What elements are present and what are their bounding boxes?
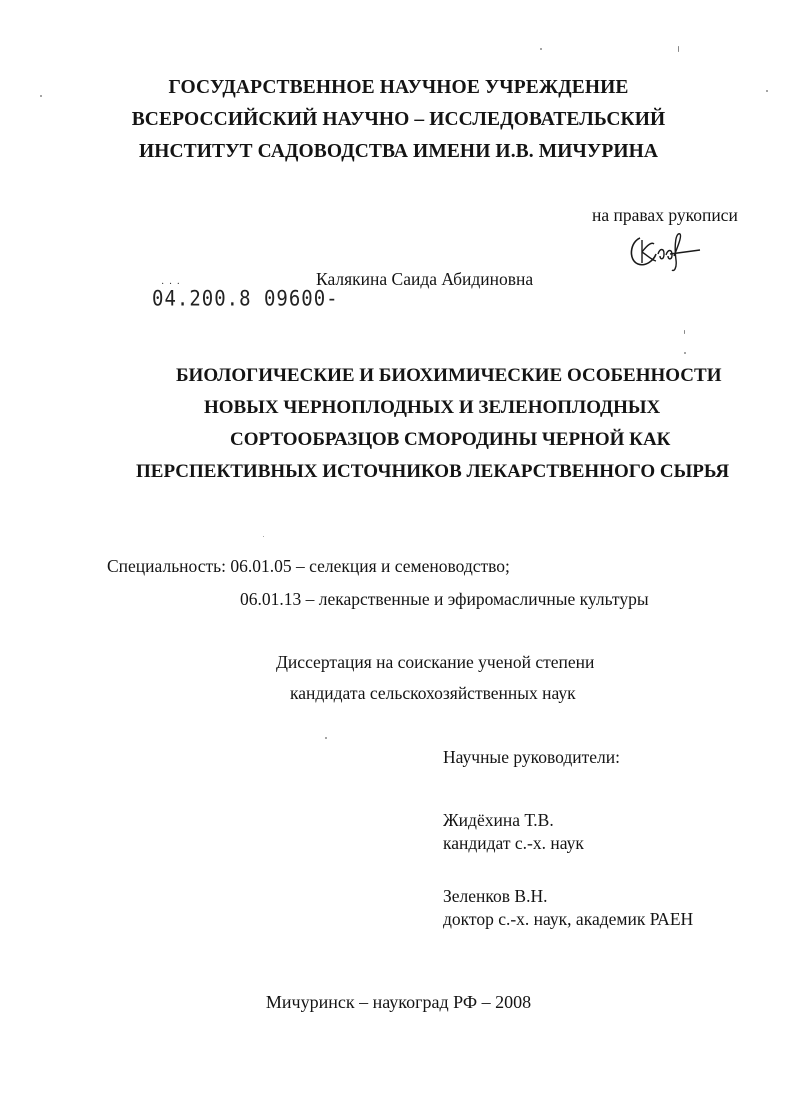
specialty-line-2: 06.01.13 – лекарственные и эфиромасличные культуры [240, 589, 649, 609]
institution-line-2: ВСЕРОССИЙСКИЙ НАУЧНО – ИССЛЕДОВАТЕЛЬСКИЙ [131, 109, 666, 130]
scan-speck [684, 330, 685, 334]
supervisors-heading: Научные руководители: [443, 747, 620, 767]
manuscript-rights-note: на правах рукописи [592, 205, 738, 225]
scan-speck [40, 95, 42, 97]
archive-stamp-number: 04.200.8 09600- [152, 286, 338, 312]
supervisor-1-name: Жидёхина Т.В. [443, 810, 554, 830]
dissertation-line-2: кандидата сельскохозяйственных наук [290, 683, 576, 703]
dissertation-line-1: Диссертация на соискание ученой степени [276, 652, 595, 672]
title-line-3: СОРТООБРАЗЦОВ СМОРОДИНЫ ЧЕРНОЙ КАК [230, 429, 671, 450]
specialty-line-1: Специальность: 06.01.05 – селекция и семеноводство; [107, 556, 510, 576]
signature-icon [626, 230, 706, 274]
place-and-year: Мичуринск – наукоград РФ – 2008 [265, 992, 532, 1012]
scan-speck [684, 352, 686, 354]
scan-speck [263, 536, 264, 537]
scan-speck [540, 48, 542, 50]
supervisor-1-degree: кандидат с.-х. наук [443, 833, 584, 853]
supervisor-2-name: Зеленков В.Н. [443, 886, 548, 906]
author-name: Калякина Саида Абидиновна [316, 269, 534, 289]
title-line-2: НОВЫХ ЧЕРНОПЛОДНЫХ И ЗЕЛЕНОПЛОДНЫХ [204, 397, 661, 418]
scan-speck [766, 90, 768, 92]
scan-speck [325, 737, 327, 739]
stamp-dots: · · · [161, 279, 181, 290]
institution-line-3: ИНСТИТУТ САДОВОДСТВА ИМЕНИ И.В. МИЧУРИНА [138, 141, 659, 162]
title-line-4: ПЕРСПЕКТИВНЫХ ИСТОЧНИКОВ ЛЕКАРСТВЕННОГО СЫРЬЯ [136, 461, 730, 482]
supervisor-2-degree: доктор с.-х. наук, академик РАЕН [443, 909, 694, 929]
institution-line-1: ГОСУДАРСТВЕННОЕ НАУЧНОЕ УЧРЕЖДЕНИЕ [168, 77, 629, 98]
scan-speck [678, 46, 679, 52]
handwritten-signature [626, 230, 706, 274]
title-line-1: БИОЛОГИЧЕСКИЕ И БИОХИМИЧЕСКИЕ ОСОБЕННОСТИ [176, 365, 722, 386]
